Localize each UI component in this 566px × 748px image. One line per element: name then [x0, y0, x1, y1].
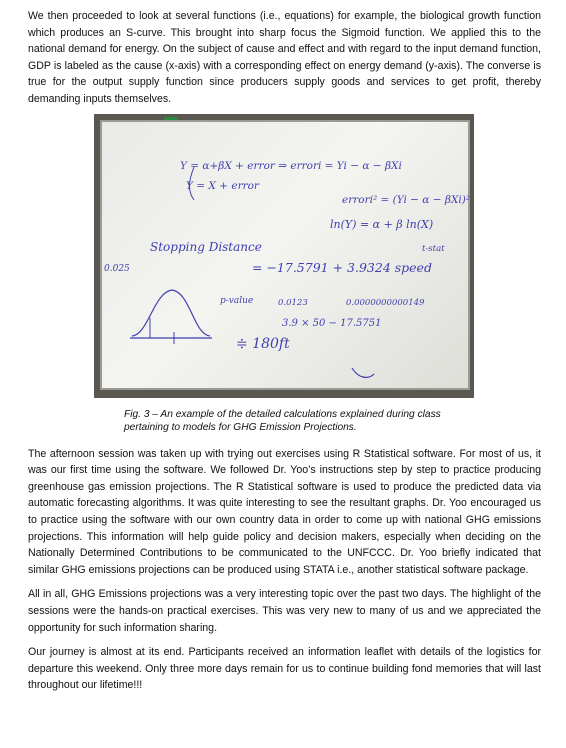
wb-line1: Y = α+βX + error ⇒ errori = Yi − α − βXi: [180, 159, 402, 172]
wb-line4: 3.9 × 50 − 17.5751: [282, 317, 382, 329]
wb-equation: = −17.5791 + 3.9324 speed: [252, 259, 432, 275]
wb-line5: ≑ 180ft: [236, 335, 290, 352]
wb-left-value: 0.025: [104, 263, 130, 274]
whiteboard-photo: [94, 114, 474, 398]
wb-pvalue-label: p-value: [220, 295, 254, 306]
whiteboard: [100, 120, 470, 390]
paragraph-summary: All in all, GHG Emissions projections was a very interesting topic over the past two days. The highlight of the sessions were the hands-on practical exercises. This was very new to many of us and we appreciated the opportunity for such information sharing.: [28, 588, 541, 634]
wb-line2b: errori² = (Yi − α − βXi)²: [342, 193, 471, 206]
document-page: [28, 8, 541, 694]
wb-tstat: t-stat: [422, 243, 445, 254]
wb-line3: ln(Y) = α + β ln(X): [330, 217, 434, 231]
wb-stopping-distance: Stopping Distance: [150, 239, 262, 254]
wb-pvalue-2: 0.0000000000149: [346, 297, 425, 308]
wb-line2: Y = X + error: [186, 179, 259, 192]
paragraph-afternoon: The afternoon session was taken up with trying out exercises using R Statistical software. For most of us, it was our first time using the software. We followed Dr. Yoo’s instructions step by step to practice producing greenhouse gas emission projections. The R Statistical software is used to produce the predicted data via automatic forecasting algorithms. It was quite interesting to see the resultant graphs. Dr. Yoo encouraged us to practice using the software with our own country data in order to come up with national GHG emissions projections. This information will help guide policy and decision makers, especially when deciding on the Nationally Determined Contributions to be communicated to the UNFCCC. Dr. Yoo briefly indicated that similar GHG emissions projections can be produced using STATA i.e., another statistical software package.: [28, 447, 541, 576]
paragraph-journey: Our journey is almost at its end. Participants received an information leaflet with details of the logistics for departure this weekend. Only three more days remain for us to continue building fond memories that will last throughout our lifetime!!!: [28, 646, 541, 692]
figure-caption: Fig. 3 – An example of the detailed calculations explained during class pertaining to models for GHG Emission Projections.: [124, 408, 441, 434]
paragraph-intro: We then proceeded to look at several functions (i.e., equations) for example, the biological growth function which produces an S-curve. This brought into sharp focus the Sigmoid function. We applied this to the national demand for energy. On the subject of cause and effect and with regard to the input demand function, GDP is labeled as the cause (x-axis) with a corresponding effect on energy demand (y-axis). The converse is true for the output supply function since producers supply goods and services to get profit, thereby demanding inputs themselves.: [28, 10, 541, 105]
wb-bell-curve-sketch: [102, 122, 472, 392]
wb-pvalue-1: 0.0123: [278, 297, 308, 308]
